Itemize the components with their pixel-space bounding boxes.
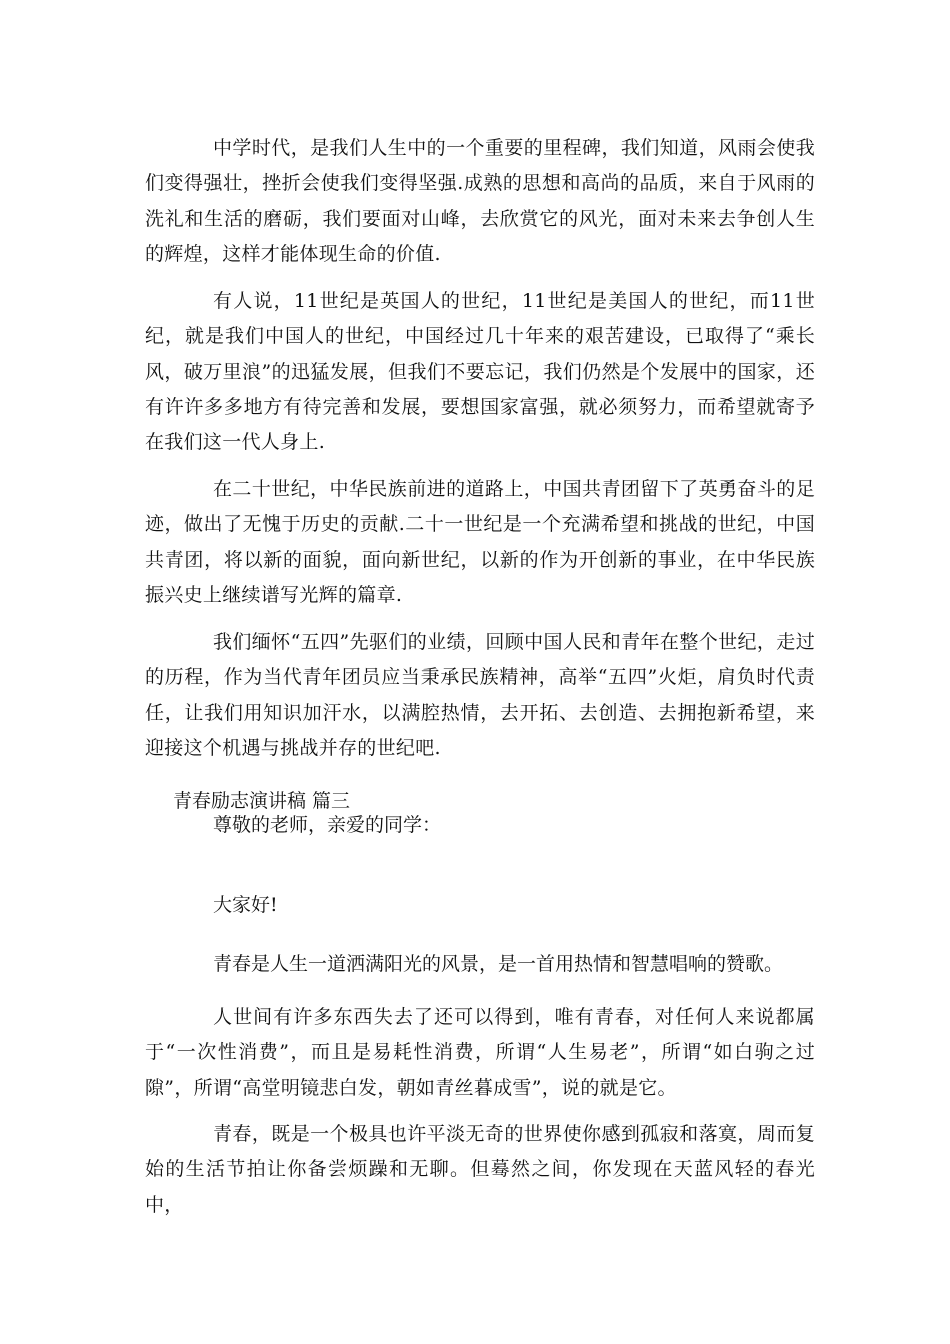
paragraph-may-fourth: 我们缅怀“五四”先驱们的业绩，回顾中国人民和青年在整个世纪，走过的历程，作为当代青年团员应当秉承民族精神，高举“五四”火炬，肩负时代责任，让我们用知识加汗水，以满腔热情，去开拓、去创造、去拥抱新希望，来迎接这个机遇与挑战并存的世纪吧. xyxy=(145,631,815,759)
paragraph-youth-league: 在二十世纪，中华民族前进的道路上，中国共青团留下了英勇奋斗的足迹，做出了无愧于历史的贡献.二十一世纪是一个充满希望和挑战的世纪，中国共青团，将以新的面貌，面向新世纪，以新的作为开创新的事业，在中华民族振兴史上继续谱写光辉的篇章. xyxy=(145,478,815,606)
section-heading: 青春励志演讲稿 篇三 xyxy=(173,790,351,812)
paragraph-century: 有人说，11世纪是英国人的世纪，11世纪是美国人的世纪，而11世纪，就是我们中国人的世纪，中国经过几十年来的艰苦建设，已取得了“乘长风，破万里浪”的迅猛发展，但我们不要忘记，我们仍然是个发展中的国家，还有许许多多地方有待完善和发展，要想国家富强，就必须努力，而希望就寄予在我们这一代人身上. xyxy=(145,290,815,454)
salutation: 尊敬的老师，亲爱的同学： xyxy=(213,814,442,836)
paragraph-youth-world: 青春，既是一个极具也许平淡无奇的世界使你感到孤寂和落寞，周而复始的生活节拍让你备尝烦躁和无聊。但蓦然之间，你发现在天蓝风轻的春光中， xyxy=(145,1123,815,1216)
greeting: 大家好! xyxy=(213,894,278,916)
paragraph-middle-school: 中学时代，是我们人生中的一个重要的里程碑，我们知道，风雨会使我们变得强壮，挫折会使我们变得坚强.成熟的思想和高尚的品质，来自于风雨的洗礼和生活的磨砺，我们要面对山峰，去欣赏它的风光，面对未来去争创人生的辉煌，这样才能体现生命的价值. xyxy=(145,137,815,265)
paragraph-youth-scenery: 青春是人生一道洒满阳光的风景，是一首用热情和智慧唱响的赞歌。 xyxy=(213,953,784,975)
paragraph-one-time-consumption: 人世间有许多东西失去了还可以得到，唯有青春，对任何人来说都属于“一次性消费”，而且是易耗性消费，所谓“人生易老”，所谓“如白驹之过隙”，所谓“高堂明镜悲白发，朝如青丝暮成雪”，说的就是它。 xyxy=(145,1006,815,1099)
